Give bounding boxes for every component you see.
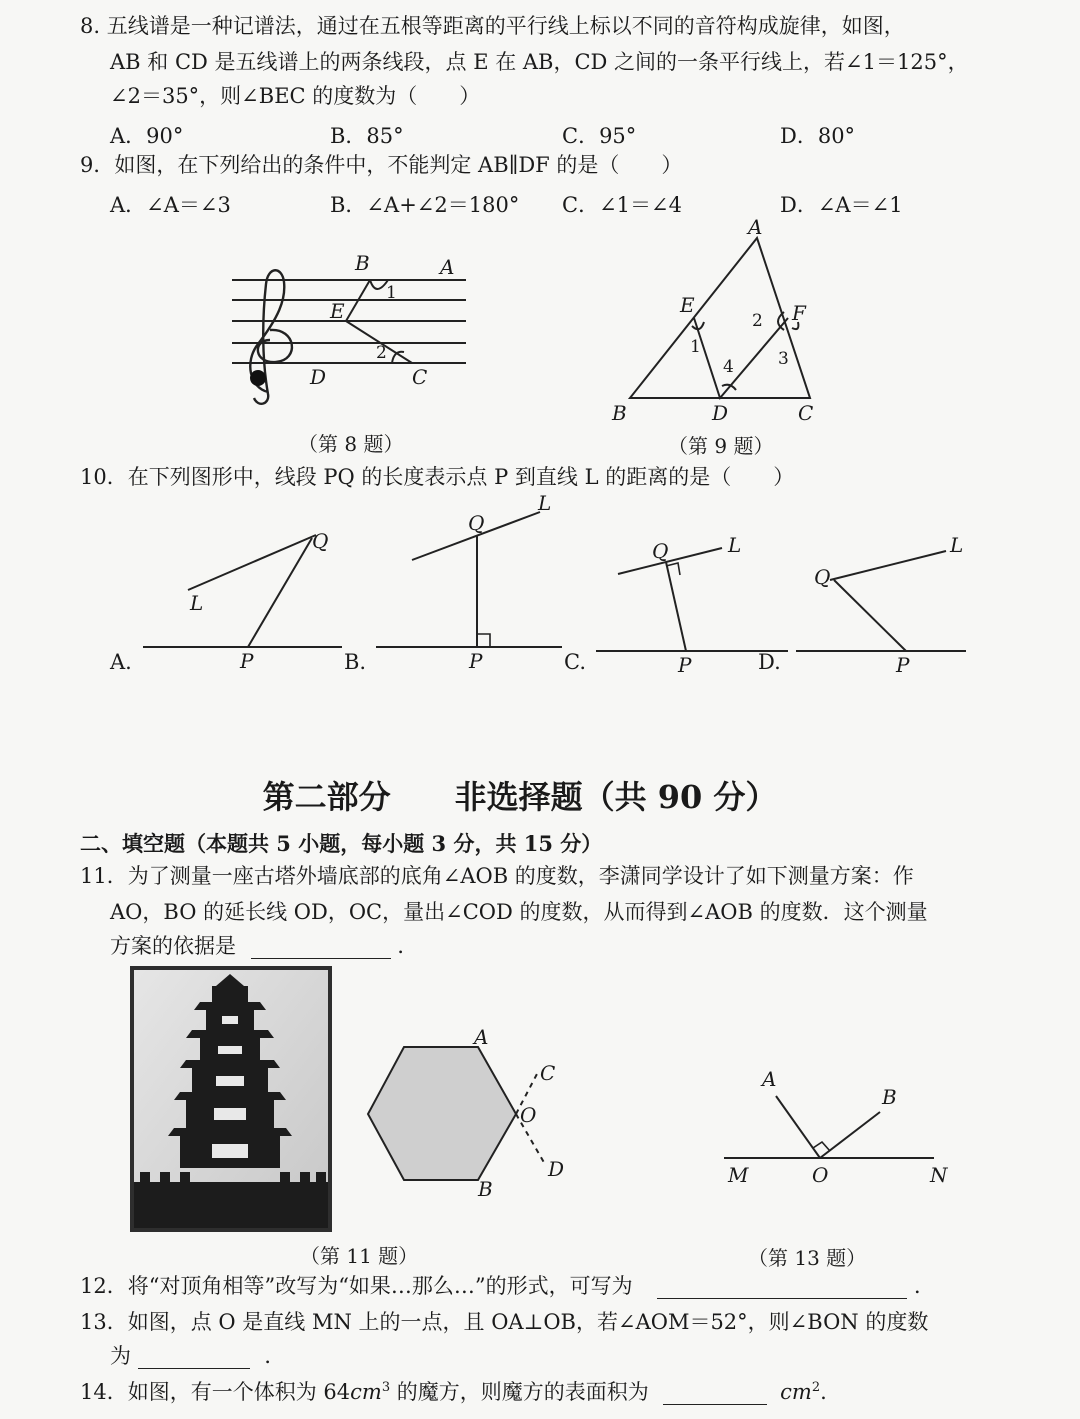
- fig13-label-b: B: [882, 1085, 897, 1109]
- fig8-label-d: D: [310, 365, 327, 389]
- q8-option-a: A．90°: [110, 124, 184, 148]
- q14-line1: [80, 1380, 827, 1405]
- fig8-label-b: B: [355, 251, 370, 275]
- q14-unit2-sup: 2: [811, 1380, 821, 1395]
- fig8-label-e: E: [330, 299, 345, 323]
- figD-label-p: P: [896, 653, 910, 677]
- q14-unit2: cm: [780, 1380, 812, 1404]
- q11-line2: AO，BO 的延长线 OD，OC，量出∠COD 的度数，从而得到∠AOB 的度数．这个测量: [110, 900, 928, 924]
- figA-label-q: Q: [312, 529, 329, 553]
- fig13-label-n: N: [930, 1163, 948, 1187]
- fig8-label-a: A: [440, 255, 455, 279]
- figA-label-p: P: [240, 649, 254, 673]
- fig9-label-3: 3: [778, 349, 789, 369]
- q14-text-a: 14．如图，有一个体积为 64: [80, 1380, 351, 1404]
- figA-label-l: L: [190, 591, 204, 615]
- q9-option-c: C．∠1＝∠4: [562, 193, 682, 217]
- q9-option-b: B．∠A+∠2＝180°: [330, 193, 520, 217]
- q10-option-d: D.: [758, 650, 781, 674]
- q8-option-b: B．85°: [330, 124, 404, 148]
- q10-line1: 10．在下列图形中，线段 PQ 的长度表示点 P 到直线 L 的距离的是（ ）: [80, 465, 795, 489]
- fig9-label-4: 4: [723, 357, 734, 377]
- q11-caption: （第 11 题）: [300, 1244, 419, 1268]
- fig9-label-d: D: [712, 401, 729, 425]
- right-angle-mark: [813, 1142, 830, 1151]
- fig13-label-m: M: [728, 1163, 749, 1187]
- fig13-label-a: A: [762, 1067, 777, 1091]
- q8-line3: ∠2＝35°，则∠BEC 的度数为（ ）: [110, 84, 481, 108]
- fig8-label-c: C: [412, 365, 428, 389]
- q10-option-c: C.: [564, 650, 586, 674]
- fig9-caption: （第 9 题）: [668, 434, 774, 458]
- fig11-label-d: D: [548, 1157, 565, 1181]
- q13-end: ．: [264, 1344, 286, 1368]
- q12-text: 12．将“对顶角相等”改写为“如果…那么…”的形式，可写为: [80, 1274, 633, 1298]
- q8-line1: 8. 五线谱是一种记谱法，通过在五根等距离的平行线上标以不同的音符构成旋律，如图，: [80, 14, 905, 38]
- fig11-label-o: O: [520, 1103, 537, 1127]
- fig9-label-f: F: [792, 301, 806, 325]
- fig11-label-c: C: [540, 1061, 556, 1085]
- figC-label-p: P: [678, 653, 692, 677]
- part2-title: 第二部分 非选择题（共 90 分）: [262, 778, 778, 816]
- q11-line3-text: 方案的依据是: [110, 934, 236, 958]
- q12-line1: [80, 1274, 935, 1299]
- ray-oa: [776, 1096, 820, 1158]
- q8-option-d: D．80°: [780, 124, 856, 148]
- figD-label-q: Q: [814, 565, 831, 589]
- fig9-label-e: E: [680, 293, 695, 317]
- q10-option-a: A.: [110, 650, 132, 674]
- figC-label-q: Q: [652, 539, 669, 563]
- fig9-label-1: 1: [690, 337, 701, 357]
- q13-line2: [110, 1344, 285, 1369]
- fig8-label-2: 2: [376, 343, 387, 363]
- ray-ob: [820, 1112, 880, 1158]
- q8-line2: AB 和 CD 是五线谱上的两条线段，点 E 在 AB，CD 之间的一条平行线上，若∠1＝125°，: [110, 50, 969, 74]
- fig13-caption: （第 13 题）: [748, 1246, 867, 1270]
- fig8-caption: （第 8 题）: [298, 432, 404, 456]
- fig13-label-o: O: [812, 1163, 829, 1187]
- fig9-label-2: 2: [752, 311, 763, 331]
- fig9-label-c: C: [798, 401, 814, 425]
- fig11-label-b: B: [478, 1177, 493, 1201]
- q13-answer-blank[interactable]: [138, 1350, 250, 1369]
- q9-option-d: D．∠A＝∠1: [780, 193, 903, 217]
- q9-line1: 9．如图，在下列给出的条件中，不能判定 AB∥DF 的是（ ）: [80, 153, 683, 177]
- q14-unit-sup: 3: [381, 1380, 391, 1395]
- q13-line2-text: 为: [110, 1344, 131, 1368]
- q14-end: .: [820, 1380, 827, 1404]
- q12-answer-blank[interactable]: [657, 1280, 907, 1299]
- figC-label-l: L: [728, 533, 742, 557]
- q9-option-a: A．∠A＝∠3: [110, 193, 231, 217]
- fig9-label-a: A: [748, 215, 763, 239]
- q12-end: ．: [914, 1274, 936, 1298]
- q11-line1: 11．为了测量一座古塔外墙底部的底角∠AOB 的度数，李潇同学设计了如下测量方案：作: [80, 864, 914, 888]
- q14-answer-blank[interactable]: [663, 1386, 767, 1405]
- figB-label-p: P: [469, 649, 483, 673]
- q14-unit: cm: [350, 1380, 382, 1404]
- q8-option-c: C．95°: [562, 124, 637, 148]
- q10-option-b: B.: [344, 650, 367, 674]
- q13-line1: 13．如图，点 O 是直线 MN 上的一点，且 OA⊥OB，若∠AOM＝52°，则∠BON 的度数: [80, 1310, 929, 1334]
- q11-line3-end: ．: [397, 934, 419, 958]
- figB-label-q: Q: [468, 511, 485, 535]
- section-heading: 二、填空题（本题共 5 小题，每小题 3 分，共 15 分）: [80, 831, 603, 856]
- figD-label-l: L: [950, 533, 964, 557]
- fig11-label-a: A: [474, 1025, 489, 1049]
- q14-text-b: 的魔方，则魔方的表面积为: [390, 1380, 649, 1404]
- figB-label-l: L: [538, 491, 552, 515]
- fig8-label-1: 1: [386, 283, 397, 303]
- fig9-label-b: B: [612, 401, 627, 425]
